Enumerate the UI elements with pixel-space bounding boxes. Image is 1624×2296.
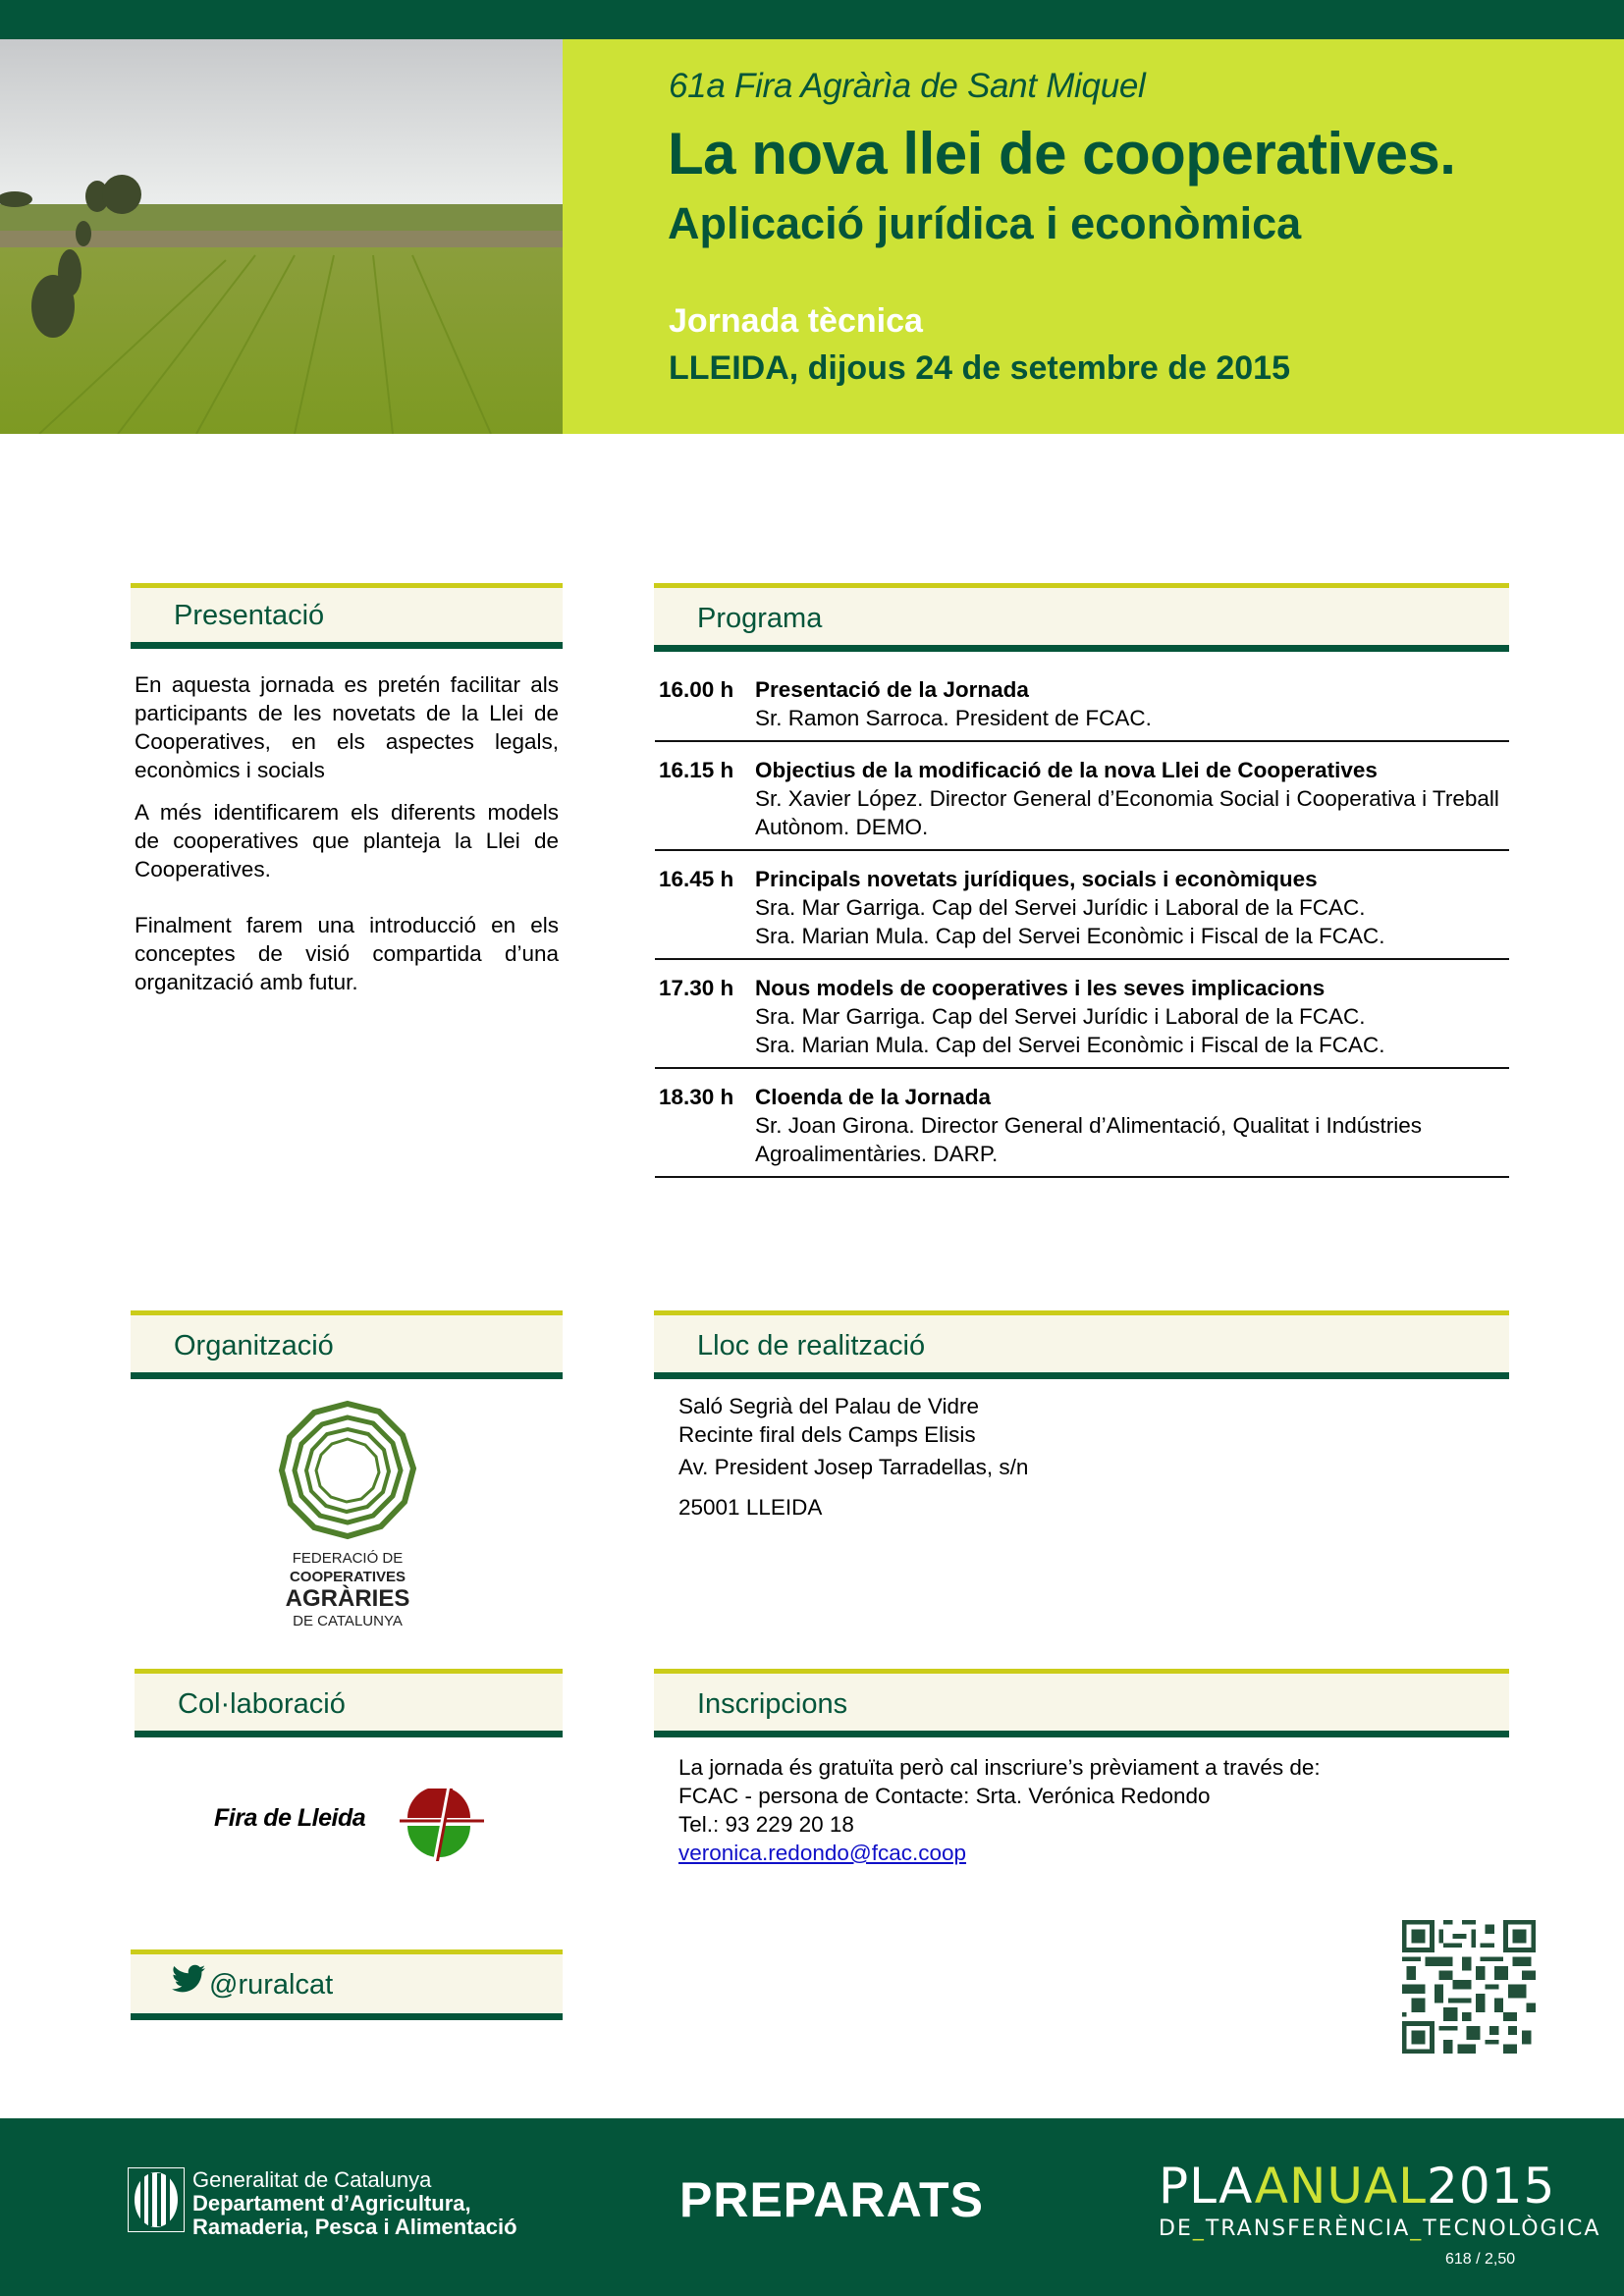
sub-part: TRANSFERÈNCIA xyxy=(1205,2216,1411,2241)
logo-line: AGRÀRIES xyxy=(285,1585,410,1612)
section-header-twitter xyxy=(131,1949,563,2020)
event-location-date: LLEIDA, dijous 24 de setembre de 2015 xyxy=(669,349,1291,387)
programa-title: Principals novetats jurídiques, socials i econòmiques xyxy=(755,867,1318,891)
programa-speaker: Sra. Marian Mula. Cap del Servei Econòmic i Fiscal de la FCAC. xyxy=(755,1033,1385,1057)
paragraph: A més identificarem els diferents models de cooperatives que planteja la Llei de Cooperatives. xyxy=(135,800,559,881)
programa-item xyxy=(655,675,1509,742)
programa-time: 16.00 h xyxy=(659,677,734,702)
pla-anual-logo xyxy=(1159,2158,1555,2215)
programa-list xyxy=(655,675,1509,1192)
year-text: 2015 xyxy=(1427,2158,1556,2215)
section-header-lloc xyxy=(654,1310,1509,1379)
inscripcions-phone: Tel.: 93 229 20 18 xyxy=(678,1812,854,1837)
field-landscape-image xyxy=(0,39,563,434)
section-heading: Col·laboració xyxy=(178,1688,346,1720)
programa-speaker: Sr. Ramon Sarroca. President de FCAC. xyxy=(755,706,1152,730)
section-header-presentacio xyxy=(131,583,563,649)
fcac-logo-rings-icon xyxy=(277,1400,418,1546)
fcac-logo-text xyxy=(279,1549,416,1630)
logo-line: COOPERATIVES xyxy=(289,1569,406,1585)
gen-line: Departament d’Agricultura, xyxy=(192,2191,471,2216)
section-header-programa xyxy=(654,583,1509,652)
programa-speaker: Sr. Xavier López. Director General d’Economia Social i Cooperativa i Treball Autònom. DEMO. xyxy=(755,786,1499,839)
generalitat-emblem-icon xyxy=(128,2167,185,2237)
address-line: Saló Segrià del Palau de Vidre xyxy=(678,1394,980,1418)
section-header-organitzacio xyxy=(131,1310,563,1379)
section-heading: Organització xyxy=(174,1330,334,1362)
paragraph: Finalment farem una introducció en els conceptes de visió compartida d’una organització amb futur. xyxy=(135,913,559,994)
event-type: Jornada tècnica xyxy=(669,302,923,340)
programa-title: Presentació de la Jornada xyxy=(755,677,1029,702)
address-line: 25001 LLEIDA xyxy=(678,1495,823,1520)
programa-time: 18.30 h xyxy=(659,1085,734,1109)
programa-speaker: Sra. Marian Mula. Cap del Servei Econòmic i Fiscal de la FCAC. xyxy=(755,924,1385,948)
fira-lleida-logo-text: Fira de Lleida xyxy=(214,1804,366,1832)
programa-speaker: Sra. Mar Garriga. Cap del Servei Jurídic i Laboral de la FCAC. xyxy=(755,895,1366,920)
address-line: Av. President Josep Tarradellas, s/n xyxy=(678,1455,1029,1479)
event-subtitle: 61a Fira Agràrìa de Sant Miquel xyxy=(669,67,1146,105)
sub-sep: _ xyxy=(1192,2216,1206,2241)
document-code: 618 / 2,50 xyxy=(1445,2251,1516,2268)
logo-line: DE CATALUNYA xyxy=(293,1613,403,1629)
fira-lleida-logo-icon xyxy=(398,1789,486,1866)
section-heading: Inscripcions xyxy=(697,1688,848,1720)
programa-title: Cloenda de la Jornada xyxy=(755,1085,992,1109)
top-bar xyxy=(0,0,1624,39)
inscripcions-body xyxy=(678,1753,1321,1867)
qr-code xyxy=(1402,1920,1536,2058)
sub-part: TECNOLÒGICA xyxy=(1423,2216,1601,2241)
gen-line: Ramaderia, Pesca i Alimentació xyxy=(192,2215,517,2239)
programa-time: 16.45 h xyxy=(659,867,734,891)
programa-speaker: Sr. Joan Girona. Director General d’Alimentació, Qualitat i Indústries Agroalimentàries. DARP. xyxy=(755,1113,1423,1166)
section-header-collaboracio xyxy=(135,1669,563,1737)
section-heading: Lloc de realització xyxy=(697,1330,926,1362)
programa-item xyxy=(655,756,1509,851)
section-heading: Programa xyxy=(697,603,823,634)
sub-part: DE xyxy=(1159,2216,1193,2241)
programa-item xyxy=(655,1083,1509,1178)
programa-time: 16.15 h xyxy=(659,758,734,782)
programa-title: Nous models de cooperatives i les seves implicacions xyxy=(755,976,1326,1000)
twitter-handle-link[interactable]: @ruralcat xyxy=(209,1969,334,2001)
hero-photo xyxy=(0,39,563,434)
paragraph: En aquesta jornada es pretén facilitar als participants de les novetats de la Llei de Cooperatives, en els aspectes legals, econòmics i socials xyxy=(135,672,559,782)
presentacio-body xyxy=(135,670,559,1010)
address-line: Recinte firal dels Camps Elisis xyxy=(678,1422,976,1447)
programa-item xyxy=(655,974,1509,1069)
pla-anual-subtitle xyxy=(1159,2216,1600,2241)
programa-time: 17.30 h xyxy=(659,976,734,1000)
twitter-bird-icon xyxy=(172,1964,205,2001)
lloc-address xyxy=(678,1392,1028,1522)
anual-text: ANUAL xyxy=(1254,2158,1428,2215)
section-heading: Presentació xyxy=(174,600,325,631)
inscripcions-line: La jornada és gratuïta però cal inscriure’s prèviament a través de: xyxy=(678,1755,1321,1780)
generalitat-text xyxy=(192,2168,517,2239)
section-header-inscripcions xyxy=(654,1669,1509,1737)
page-title: La nova llei de cooperatives. xyxy=(668,121,1456,187)
sub-sep: _ xyxy=(1410,2216,1424,2241)
page-title-line2: Aplicació jurídica i econòmica xyxy=(668,198,1302,248)
pla-text: PLA xyxy=(1159,2158,1255,2215)
gen-line: Generalitat de Catalunya xyxy=(192,2167,432,2192)
programa-item xyxy=(655,865,1509,960)
inscripcions-contact: FCAC - persona de Contacte: Srta. Verónica Redondo xyxy=(678,1784,1211,1808)
programa-speaker: Sra. Mar Garriga. Cap del Servei Jurídic i Laboral de la FCAC. xyxy=(755,1004,1366,1029)
contact-email-link[interactable]: veronica.redondo@fcac.coop xyxy=(678,1841,967,1865)
preparats-logo: PREPARATS xyxy=(679,2172,984,2227)
logo-line: FEDERACIÓ DE xyxy=(292,1550,404,1567)
programa-title: Objectius de la modificació de la nova Llei de Cooperatives xyxy=(755,758,1378,782)
